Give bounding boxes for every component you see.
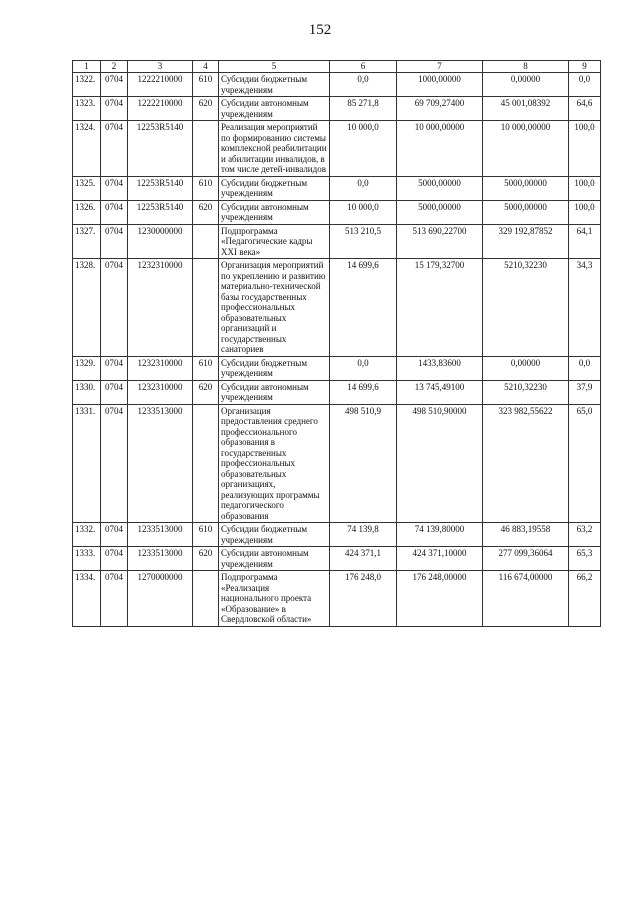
expense-type-code — [193, 571, 219, 627]
executed-amount: 323 982,55622 — [483, 404, 569, 523]
target-article-code: 12253R5140 — [128, 121, 193, 177]
executed-amount: 329 192,87852 — [483, 224, 569, 259]
executed-amount: 277 099,36064 — [483, 547, 569, 571]
plan-amount: 10 000,0 — [330, 121, 397, 177]
section-code: 0704 — [101, 224, 128, 259]
item-name: Субсидии бюджетным учреждениям — [219, 176, 330, 200]
target-article-code: 1232310000 — [128, 259, 193, 357]
section-code: 0704 — [101, 380, 128, 404]
amended-amount: 13 745,49100 — [397, 380, 483, 404]
amended-amount: 15 179,32700 — [397, 259, 483, 357]
table-header — [73, 61, 601, 73]
section-code: 0704 — [101, 356, 128, 380]
executed-amount: 116 674,00000 — [483, 571, 569, 627]
row-number: 1331. — [73, 404, 101, 523]
execution-percent: 65,0 — [569, 404, 601, 523]
section-code: 0704 — [101, 200, 128, 224]
amended-amount: 498 510,90000 — [397, 404, 483, 523]
table-row — [73, 200, 601, 224]
item-name: Субсидии автономным учреждениям — [219, 200, 330, 224]
target-article-code: 1222210000 — [128, 73, 193, 97]
expense-type-code: 610 — [193, 356, 219, 380]
header-col-1: 1 — [73, 61, 101, 73]
expense-type-code: 620 — [193, 547, 219, 571]
row-number: 1329. — [73, 356, 101, 380]
row-number: 1333. — [73, 547, 101, 571]
section-code: 0704 — [101, 176, 128, 200]
section-code: 0704 — [101, 547, 128, 571]
expense-type-code — [193, 404, 219, 523]
execution-percent: 100,0 — [569, 176, 601, 200]
table-row — [73, 259, 601, 357]
execution-percent: 64,1 — [569, 224, 601, 259]
header-col-8: 8 — [483, 61, 569, 73]
plan-amount: 0,0 — [330, 356, 397, 380]
table-body — [73, 73, 601, 627]
expense-type-code: 620 — [193, 380, 219, 404]
target-article-code: 1233513000 — [128, 523, 193, 547]
plan-amount: 14 699,6 — [330, 259, 397, 357]
target-article-code: 1232310000 — [128, 356, 193, 380]
row-number: 1322. — [73, 73, 101, 97]
plan-amount: 176 248,0 — [330, 571, 397, 627]
item-name: Субсидии автономным учреждениям — [219, 547, 330, 571]
header-col-2: 2 — [101, 61, 128, 73]
plan-amount: 14 699,6 — [330, 380, 397, 404]
row-number: 1327. — [73, 224, 101, 259]
table-row — [73, 73, 601, 97]
target-article-code: 1230000000 — [128, 224, 193, 259]
plan-amount: 74 139,8 — [330, 523, 397, 547]
execution-percent: 37,9 — [569, 380, 601, 404]
executed-amount: 5000,00000 — [483, 176, 569, 200]
amended-amount: 10 000,00000 — [397, 121, 483, 177]
execution-percent: 66,2 — [569, 571, 601, 627]
target-article-code: 1232310000 — [128, 380, 193, 404]
item-name: Субсидии автономным учреждениям — [219, 97, 330, 121]
amended-amount: 513 690,22700 — [397, 224, 483, 259]
execution-percent: 63,2 — [569, 523, 601, 547]
table-row — [73, 224, 601, 259]
table-row — [73, 404, 601, 523]
target-article-code: 12253R5140 — [128, 176, 193, 200]
amended-amount: 1000,00000 — [397, 73, 483, 97]
table-row — [73, 523, 601, 547]
execution-percent: 64,6 — [569, 97, 601, 121]
target-article-code: 1270000000 — [128, 571, 193, 627]
plan-amount: 0,0 — [330, 176, 397, 200]
execution-percent: 100,0 — [569, 200, 601, 224]
header-col-7: 7 — [397, 61, 483, 73]
amended-amount: 5000,00000 — [397, 176, 483, 200]
expense-type-code: 610 — [193, 523, 219, 547]
row-number: 1323. — [73, 97, 101, 121]
plan-amount: 424 371,1 — [330, 547, 397, 571]
executed-amount: 46 883,19558 — [483, 523, 569, 547]
target-article-code: 12253R5140 — [128, 200, 193, 224]
plan-amount: 513 210,5 — [330, 224, 397, 259]
executed-amount: 5210,32230 — [483, 380, 569, 404]
expense-type-code: 610 — [193, 73, 219, 97]
expense-type-code: 610 — [193, 176, 219, 200]
plan-amount: 85 271,8 — [330, 97, 397, 121]
item-name: Организация предоставления среднего профессионального образования в государственных профессиональных образовательных организациях, реализующих программы педагогического образования — [219, 404, 330, 523]
item-name: Подпрограмма «Педагогические кадры XXI века» — [219, 224, 330, 259]
expense-type-code — [193, 259, 219, 357]
execution-percent: 34,3 — [569, 259, 601, 357]
item-name: Реализация мероприятий по формированию системы комплексной реабилитации и абилитации инвалидов, в том числе детей-инвалидов — [219, 121, 330, 177]
plan-amount: 10 000,0 — [330, 200, 397, 224]
table-row — [73, 547, 601, 571]
item-name: Субсидии бюджетным учреждениям — [219, 356, 330, 380]
executed-amount: 45 001,08392 — [483, 97, 569, 121]
section-code: 0704 — [101, 73, 128, 97]
amended-amount: 424 371,10000 — [397, 547, 483, 571]
item-name: Организация мероприятий по укреплению и развитию материально-технической базы государственных профессиональных образовательных организаций и государственных санаториев — [219, 259, 330, 357]
header-col-3: 3 — [128, 61, 193, 73]
execution-percent: 65,3 — [569, 547, 601, 571]
execution-percent: 0,0 — [569, 356, 601, 380]
section-code: 0704 — [101, 404, 128, 523]
executed-amount: 5210,32230 — [483, 259, 569, 357]
section-code: 0704 — [101, 259, 128, 357]
amended-amount: 1433,83600 — [397, 356, 483, 380]
header-col-4: 4 — [193, 61, 219, 73]
table-row — [73, 380, 601, 404]
execution-percent: 0,0 — [569, 73, 601, 97]
expense-type-code: 620 — [193, 97, 219, 121]
amended-amount: 5000,00000 — [397, 200, 483, 224]
target-article-code: 1222210000 — [128, 97, 193, 121]
expense-type-code — [193, 224, 219, 259]
item-name: Субсидии бюджетным учреждениям — [219, 523, 330, 547]
target-article-code: 1233513000 — [128, 404, 193, 523]
plan-amount: 498 510,9 — [330, 404, 397, 523]
table-row — [73, 571, 601, 627]
row-number: 1332. — [73, 523, 101, 547]
executed-amount: 5000,00000 — [483, 200, 569, 224]
section-code: 0704 — [101, 523, 128, 547]
header-col-6: 6 — [330, 61, 397, 73]
header-col-9: 9 — [569, 61, 601, 73]
table-row — [73, 356, 601, 380]
amended-amount: 69 709,27400 — [397, 97, 483, 121]
table-row — [73, 97, 601, 121]
executed-amount: 0,00000 — [483, 73, 569, 97]
amended-amount: 176 248,00000 — [397, 571, 483, 627]
expense-type-code: 620 — [193, 200, 219, 224]
page-number: 152 — [308, 22, 332, 38]
target-article-code: 1233513000 — [128, 547, 193, 571]
executed-amount: 0,00000 — [483, 356, 569, 380]
row-number: 1325. — [73, 176, 101, 200]
executed-amount: 10 000,00000 — [483, 121, 569, 177]
expense-type-code — [193, 121, 219, 177]
table-row — [73, 121, 601, 177]
item-name: Субсидии бюджетным учреждениям — [219, 73, 330, 97]
section-code: 0704 — [101, 97, 128, 121]
plan-amount: 0,0 — [330, 73, 397, 97]
item-name: Подпрограмма «Реализация национального проекта «Образование» в Свердловской области» — [219, 571, 330, 627]
section-code: 0704 — [101, 121, 128, 177]
amended-amount: 74 139,80000 — [397, 523, 483, 547]
row-number: 1324. — [73, 121, 101, 177]
row-number: 1334. — [73, 571, 101, 627]
row-number: 1328. — [73, 259, 101, 357]
row-number: 1330. — [73, 380, 101, 404]
section-code: 0704 — [101, 571, 128, 627]
execution-percent: 100,0 — [569, 121, 601, 177]
table-row — [73, 176, 601, 200]
row-number: 1326. — [73, 200, 101, 224]
header-col-5: 5 — [219, 61, 330, 73]
item-name: Субсидии автономным учреждениям — [219, 380, 330, 404]
budget-table — [72, 60, 601, 627]
